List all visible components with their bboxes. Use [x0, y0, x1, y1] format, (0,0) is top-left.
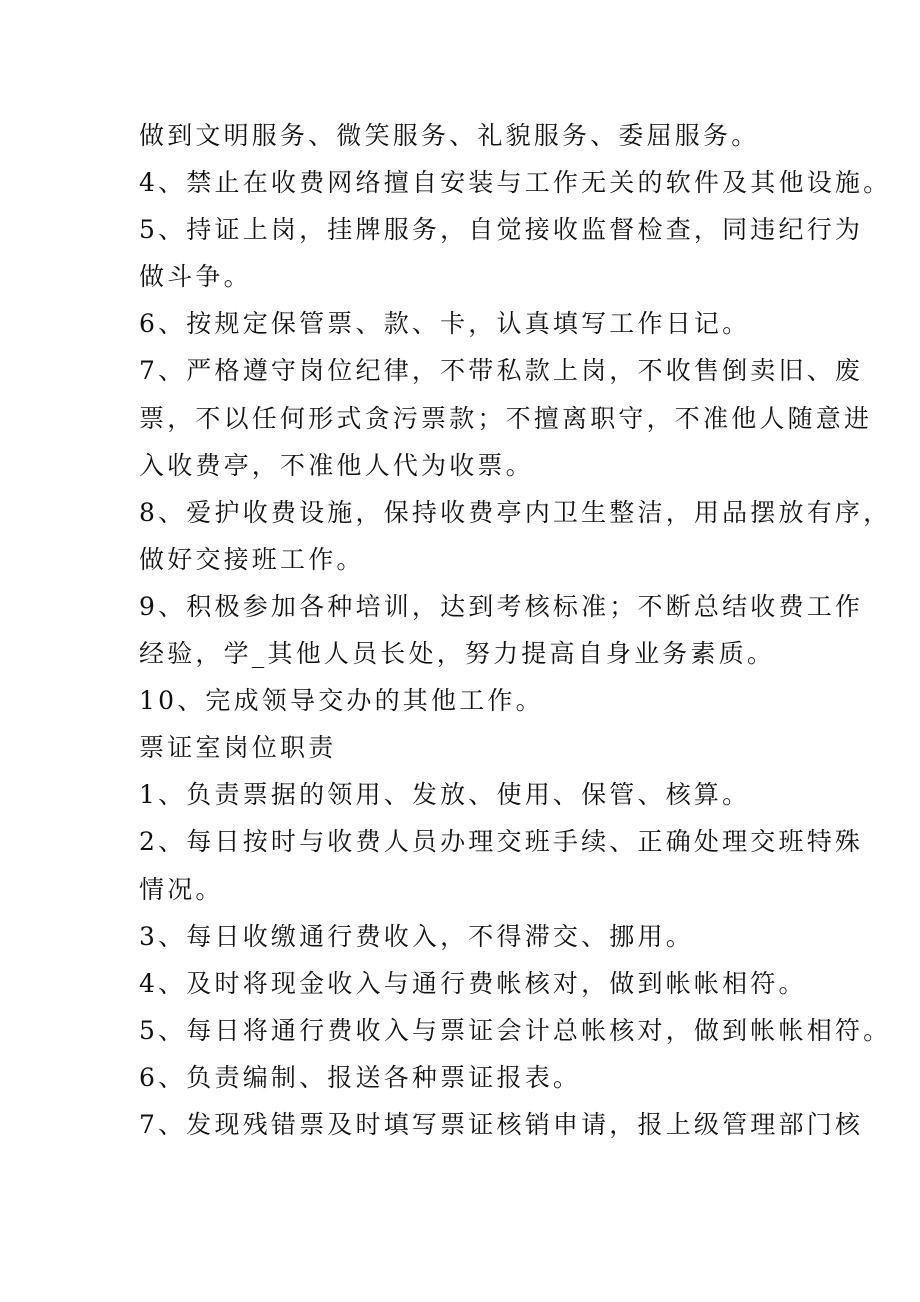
text-line: 4、禁止在收费网络擅自安装与工作无关的软件及其他设施。: [139, 168, 892, 198]
text-line: 2、每日按时与收费人员办理交班手续、正确处理交班特殊: [139, 827, 864, 857]
text-line: 8、爱护收费设施，保持收费亭内卫生整洁，用品摆放有序，: [139, 497, 892, 527]
text-line: 做好交接班工作。: [139, 544, 365, 574]
text-line: 9、积极参加各种培训，达到考核标准；不断总结收费工作: [139, 591, 864, 621]
section-heading: 票证室岗位职责: [139, 733, 337, 763]
text-line: 10、完成领导交办的其他工作。: [139, 686, 544, 716]
text-line: 5、每日将通行费收入与票证会计总帐核对，做到帐帐相符。: [139, 1015, 892, 1045]
text-line: 做斗争。: [139, 262, 252, 292]
text-line: 6、负责编制、报送各种票证报表。: [139, 1062, 582, 1092]
text-line: 5、持证上岗，挂牌服务，自觉接收监督检查，同违纪行为: [139, 215, 864, 245]
text-line: 票，不以任何形式贪污票款；不擅离职守，不准他人随意进: [139, 403, 873, 433]
document-body: [139, 112, 892, 1148]
text-line: 3、每日收缴通行费收入，不得滞交、挪用。: [139, 921, 694, 951]
text-line: 经验，学_其他人员长处，努力提高自身业务素质。: [139, 639, 776, 669]
text-line: 7、严格遵守岗位纪律，不带私款上岗，不收售倒卖旧、废: [139, 356, 864, 386]
text-line: 1、负责票据的领用、发放、使用、保管、核算。: [139, 780, 751, 810]
text-line: 情况。: [139, 874, 224, 904]
text-line: 做到文明服务、微笑服务、礼貌服务、委屈服务。: [139, 121, 760, 150]
text-line: 7、发现残错票及时填写票证核销申请，报上级管理部门核: [139, 1109, 864, 1139]
text-line: 6、按规定保管票、款、卡，认真填写工作日记。: [139, 309, 751, 339]
text-line: 入收费亭，不准他人代为收票。: [139, 450, 534, 480]
text-line: 4、及时将现金收入与通行费帐核对，做到帐帐相符。: [139, 968, 807, 998]
